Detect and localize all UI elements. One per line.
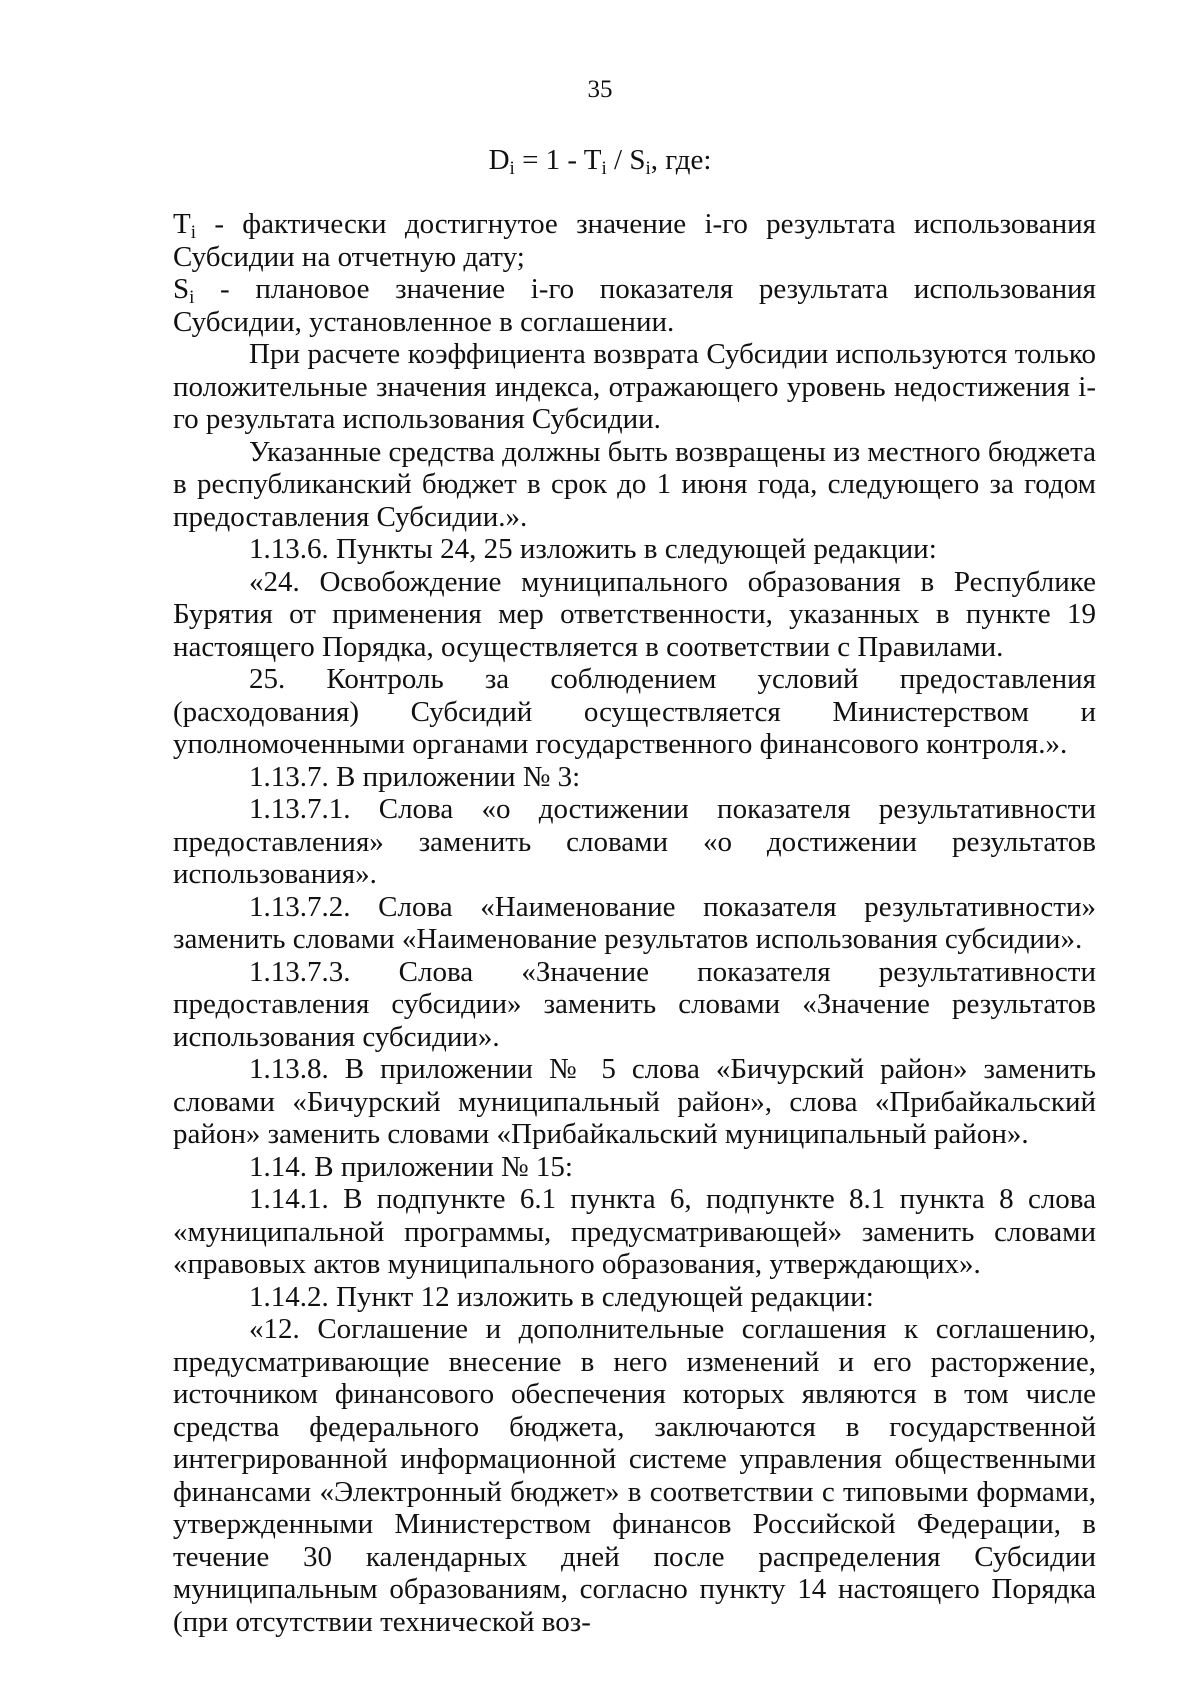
paragraph: 1.13.6. Пункты 24, 25 изложить в следующей редакции: — [249, 533, 937, 565]
definition-s — [173, 273, 1096, 338]
definition-symbol: T — [173, 208, 191, 240]
paragraph: 1.13.7.1. Слова «о достижении показателя результативности предоставления» заменить словами «о достижении результатов использования». — [173, 793, 1096, 890]
formula-mid: = 1 - T — [514, 144, 602, 176]
formula-slash: / S — [606, 144, 646, 176]
formula-s-subscript: i — [645, 158, 651, 179]
paragraph: «12. Соглашение и дополнительные соглашения к соглашению, предусматривающие внесение в него изменений и его расторжение, источником финансового обеспечения которых являются в том числе средства федерального бюджета, заключаются в государственной интегрированной информационной системе управления общественными финансами «Электронный бюджет» в соответствии с типовыми формами, утвержденными Министерством финансов Российской Федерации, в течение 30 календарных дней после распределения Субсидии муниципальным образованиям, согласно пункту 14 настоящего Порядка (при отсутствии технической воз- — [173, 1313, 1096, 1638]
paragraph: 1.14.1. В подпункте 6.1 пункта 6, подпункте 8.1 пункта 8 слова «муниципальной программы, предусматривающей» заменить словами «правовых актов муниципального образования, утверждающих». — [173, 1183, 1096, 1280]
paragraph: При расчете коэффициента возврата Субсидии используются только положительные значения индекса, отражающего уровень недостижения i-го результата использования Субсидии. — [173, 338, 1096, 435]
definition-subscript: i — [190, 222, 196, 243]
paragraph: 1.13.8. В приложении № 5 слова «Бичурский район» заменить словами «Бичурский муниципальный район», слова «Прибайкальский район» заменить словами «Прибайкальский муниципальный район». — [173, 1053, 1096, 1150]
paragraph: 1.14. В приложении № 15: — [249, 1150, 573, 1183]
formula-d-subscript: i — [509, 158, 515, 179]
paragraph: 1.13.7. В приложении № 3: — [249, 760, 581, 793]
definition-t — [173, 208, 1096, 273]
definition-text: - плановое значение i-го показателя результата использования Субсидии, установленное в соглашении. — [173, 273, 1096, 338]
page-number: 35 — [587, 76, 613, 103]
definition-text: - фактически достигнутое значение i-го результата использования Субсидии на отчетную дату; — [173, 208, 1096, 273]
paragraph: Указанные средства должны быть возвращены из местного бюджета в республиканский бюджет в срок до 1 июня года, следующего за годом предоставления Субсидии.». — [173, 435, 1096, 533]
formula-tail: , где: — [650, 144, 712, 176]
document-body — [173, 208, 1096, 1638]
paragraph: «24. Освобождение муниципального образования в Республике Бурятия от применения мер ответственности, указанных в пункте 19 настоящего Порядка, осуществляется в соответствии с Правилами. — [173, 565, 1096, 663]
formula-t-subscript: i — [601, 158, 607, 179]
paragraph: 25. Контроль за соблюдением условий предоставления (расходования) Субсидий осуществляется Министерством и уполномоченными органами государственного финансового контроля.». — [173, 663, 1096, 760]
paragraph: 1.14.2. Пункт 12 изложить в следующей редакции: — [249, 1280, 874, 1313]
formula-d: D — [488, 144, 510, 176]
definition-subscript: i — [189, 287, 195, 308]
definition-symbol: S — [173, 273, 190, 305]
paragraph: 1.13.7.3. Слова «Значение показателя результативности предоставления субсидии» заменить словами «Значение результатов использования субсидии». — [173, 955, 1096, 1053]
paragraph: 1.13.7.2. Слова «Наименование показателя результативности» заменить словами «Наименование результатов использования субсидии». — [173, 890, 1096, 955]
formula — [0, 144, 1200, 180]
